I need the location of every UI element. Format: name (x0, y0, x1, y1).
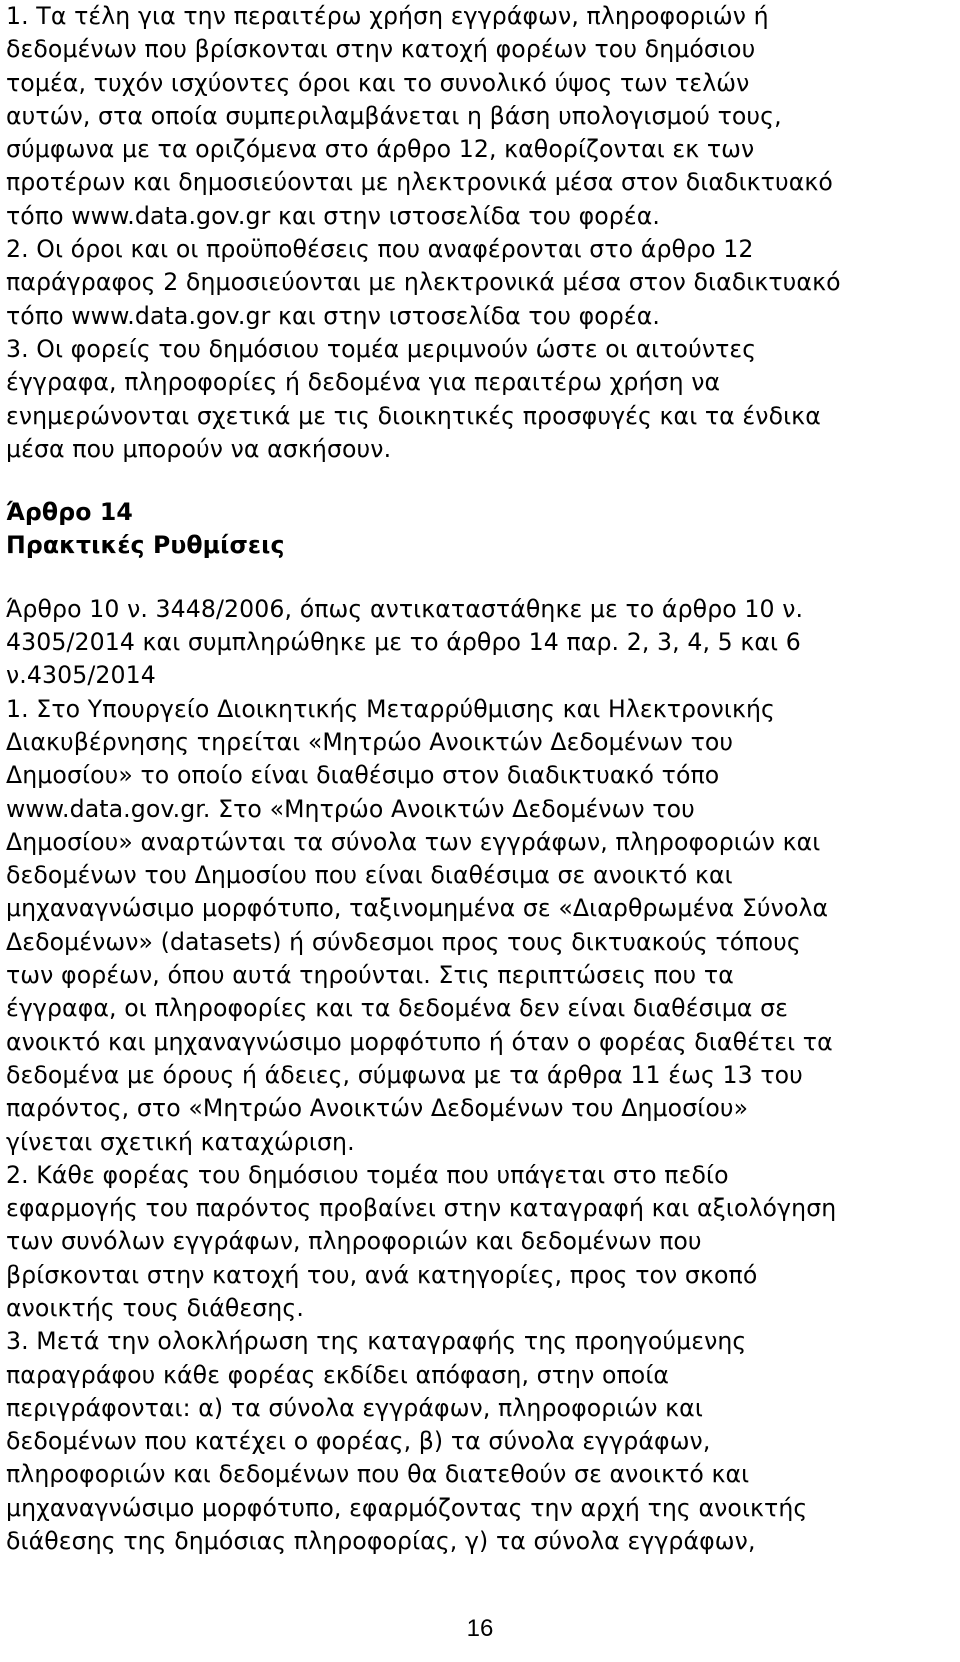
text-line: βρίσκονται στην κατοχή του, ανά κατηγορίες, προς τον σκοπό (6, 1260, 758, 1289)
text-line: παρόντος, στο «Μητρώο Ανοικτών Δεδομένων του Δημοσίου» (6, 1094, 749, 1123)
text-line: δεδομένων που βρίσκονται στην κατοχή φορέων του δημόσιου (6, 35, 756, 64)
text-line: Διακυβέρνησης τηρείται «Μητρώο Ανοικτών Δεδομένων του (6, 727, 734, 756)
text-line: δεδομένων που κατέχει ο φορέας, β) τα σύνολα εγγράφων, (6, 1427, 711, 1456)
document-page (6, 0, 954, 1558)
text-line: δεδομένων του Δημοσίου που είναι διαθέσιμα σε ανοικτό και (6, 861, 733, 890)
text-line: ν.4305/2014 (6, 661, 156, 690)
page-number: 16 (466, 1615, 494, 1642)
text-line: ενημερώνονται σχετικά με τις διοικητικές προσφυγές και τα ένδικα (6, 401, 821, 430)
text-line: 1. Τα τέλη για την περαιτέρω χρήση εγγράφων, πληροφοριών ή (6, 2, 769, 30)
paragraphs-article-14 (6, 593, 954, 1559)
text-line: Δημοσίου» αναρτώνται τα σύνολα των εγγράφων, πληροφοριών και (6, 827, 821, 856)
text-line: Άρθρο 10 ν. 3448/2006, όπως αντικαταστάθηκε με το άρθρο 10 ν. (6, 594, 804, 623)
text-line: περιγράφονται: α) τα σύνολα εγγράφων, πληροφοριών και (6, 1393, 703, 1422)
text-line: ανοικτής τους διάθεσης. (6, 1293, 304, 1322)
text-line: www.data.gov.gr. Στο «Μητρώο Ανοικτών Δεδομένων του (6, 794, 695, 823)
text-line: μηχαναγνώσιμο μορφότυπο, ταξινομημένα σε «Διαρθρωμένα Σύνολα (6, 894, 829, 923)
text-line: 2. Οι όροι και οι προϋποθέσεις που αναφέρονται στο άρθρο 12 (6, 235, 754, 264)
text-line: 4305/2014 και συμπληρώθηκε με το άρθρο 14 παρ. 2, 3, 4, 5 και 6 (6, 628, 801, 657)
text-line: μέσα που μπορούν να ασκήσουν. (6, 434, 392, 463)
text-line: των φορέων, όπου αυτά τηρούνται. Στις περιπτώσεις που τα (6, 961, 734, 990)
text-line: σύμφωνα με τα οριζόμενα στο άρθρο 12, καθορίζονται εκ των (6, 135, 755, 164)
text-line: τομέα, τυχόν ισχύοντες όροι και το συνολικό ύψος των τελών (6, 68, 750, 97)
text-line: έγγραφα, πληροφορίες ή δεδομένα για περαιτέρω χρήση να (6, 368, 721, 397)
text-line: αυτών, στα οποία συμπεριλαμβάνεται η βάση υπολογισμού τους, (6, 101, 782, 130)
text-line: γίνεται σχετική καταχώριση. (6, 1127, 355, 1156)
text-line: δεδομένα με όρους ή άδειες, σύμφωνα με τα άρθρα 11 έως 13 του (6, 1060, 803, 1089)
text-line: 2. Κάθε φορέας του δημόσιου τομέα που υπάγεται στο πεδίο (6, 1160, 729, 1189)
text-line: Δημοσίου» το οποίο είναι διαθέσιμο στον διαδικτυακό τόπο (6, 761, 720, 790)
text-line: των συνόλων εγγράφων, πληροφοριών και δεδομένων που (6, 1227, 702, 1256)
text-line: τόπο www.data.gov.gr και στην ιστοσελίδα του φορέα. (6, 201, 660, 230)
text-line: μηχαναγνώσιμο μορφότυπο, εφαρμόζοντας την αρχή της ανοικτής (6, 1493, 808, 1522)
text-line: προτέρων και δημοσιεύονται με ηλεκτρονικά μέσα στον διαδικτυακό (6, 168, 833, 197)
text-line: τόπο www.data.gov.gr και στην ιστοσελίδα του φορέα. (6, 301, 660, 330)
article-title: Πρακτικές Ρυθμίσεις (6, 531, 285, 560)
article-heading: Άρθρο 14 (6, 498, 133, 527)
text-line: παράγραφος 2 δημοσιεύονται με ηλεκτρονικά μέσα στον διαδικτυακό (6, 268, 841, 297)
text-line: 3. Οι φορείς του δημόσιου τομέα μεριμνούν ώστε οι αιτούντες (6, 334, 757, 363)
text-line: 1. Στο Υπουργείο Διοικητικής Μεταρρύθμισης και Ηλεκτρονικής (6, 694, 776, 723)
text-line: πληροφοριών και δεδομένων που θα διατεθούν σε ανοικτό και (6, 1460, 750, 1489)
text-line: Δεδομένων» (datasets) ή σύνδεσμοι προς τους δικτυακούς τόπους (6, 927, 801, 956)
text-line: παραγράφου κάθε φορέας εκδίδει απόφαση, στην οποία (6, 1360, 670, 1389)
text-line: έγγραφα, οι πληροφορίες και τα δεδομένα δεν είναι διαθέσιμα σε (6, 994, 788, 1023)
text-line: διάθεσης της δημόσιας πληροφορίας, γ) τα σύνολα εγγράφων, (6, 1527, 756, 1556)
paragraphs-article-13 (6, 0, 954, 466)
text-line: εφαρμογής του παρόντος προβαίνει στην καταγραφή και αξιολόγηση (6, 1194, 837, 1223)
text-line: ανοικτό και μηχαναγνώσιμο μορφότυπο ή όταν ο φορέας διαθέτει τα (6, 1027, 833, 1056)
text-line: 3. Μετά την ολοκλήρωση της καταγραφής της προηγούμενης (6, 1327, 747, 1356)
